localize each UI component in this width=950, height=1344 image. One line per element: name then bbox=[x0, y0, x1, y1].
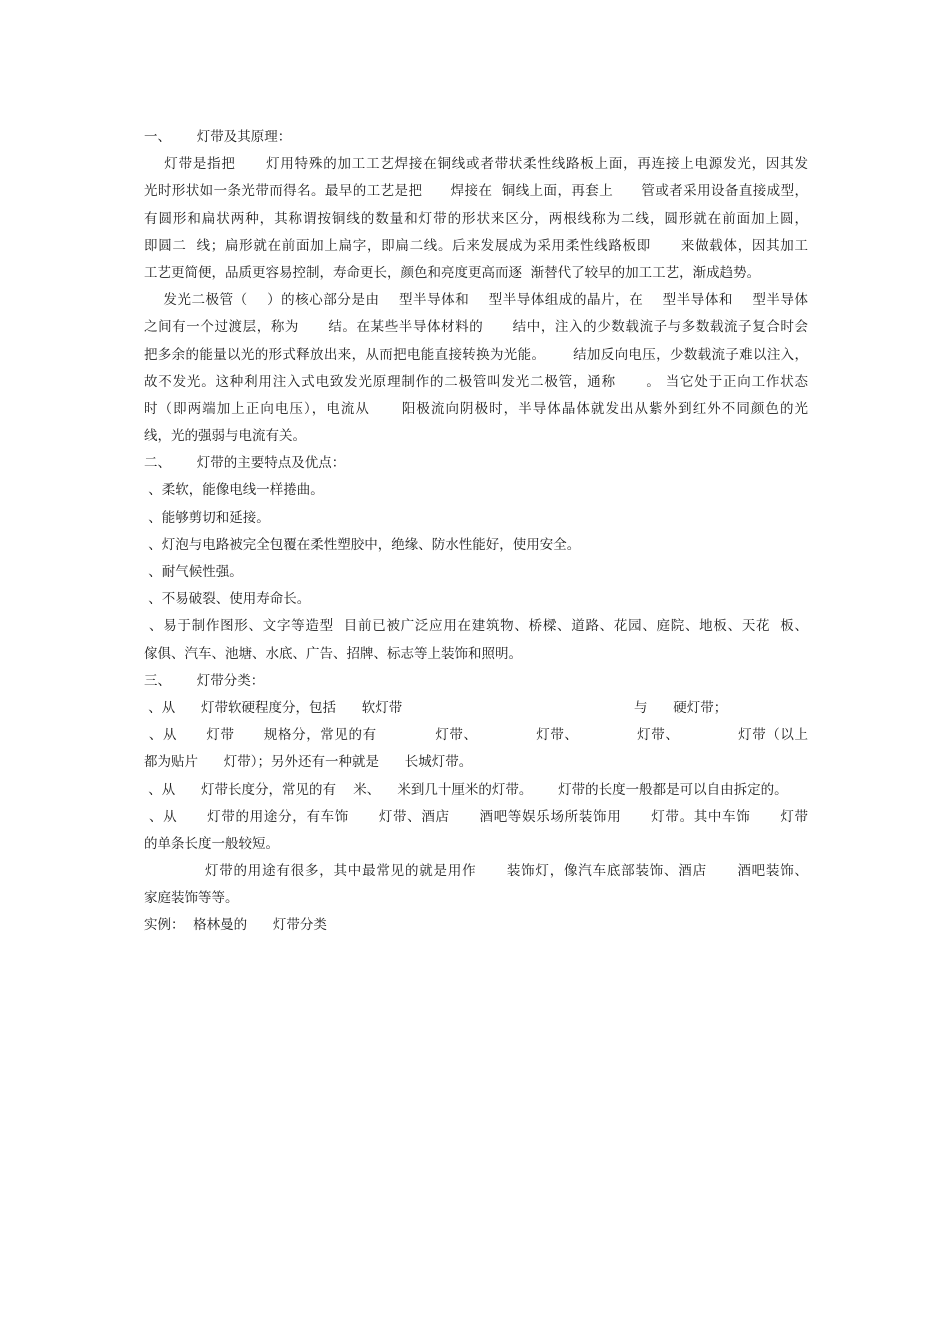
list-item-continuation: 的单条长度一般较短。 bbox=[144, 835, 279, 852]
paragraph-line: 工艺更简便，品质更容易控制，寿命更长，颜色和亮度更高而逐 渐替代了较早的加工工艺，渐成趋势。 bbox=[144, 264, 761, 281]
list-item: 、灯泡与电路被完全包覆在柔性塑胶中，绝缘、防水性能好，使用安全。 bbox=[144, 536, 581, 553]
section-heading-3: 三、 灯带分类： bbox=[144, 672, 265, 689]
paragraph-line: 即圆二 线；扁形就在前面加上扁字，即扁二线。后来发展成为采用柔性线路板即 来做载体，因其加工 bbox=[144, 237, 808, 254]
paragraph-line: 灯带的用途有很多，其中最常见的就是用作 装饰灯，像汽车底部装饰、酒店 酒吧装饰、 bbox=[144, 863, 808, 880]
list-item: 、易于制作图形、文字等造型 目前已被广泛应用在建筑物、桥樑、道路、花园、庭院、地板、天花 板、 bbox=[144, 618, 808, 635]
paragraph-line: 之间有一个过渡层，称为 结。在某些半导体材料的 结中，注入的少数载流子与多数载流子复合时会 bbox=[144, 319, 808, 336]
paragraph-line: 把多余的能量以光的形式释放出来，从而把电能直接转换为光能。 结加反向电压，少数载流子难以注入， bbox=[144, 346, 808, 363]
document-body bbox=[144, 124, 808, 940]
list-item: 、从 灯带软硬程度分，包括 软灯带 与 硬灯带； bbox=[144, 699, 728, 716]
paragraph-line: 时（即两端加上正向电压），电流从 阳极流向阴极时，半导体晶体就发出从紫外到红外不同颜色的光 bbox=[144, 400, 808, 417]
list-item: 、柔软，能像电线一样捲曲。 bbox=[144, 482, 324, 499]
section-heading-1: 一、 灯带及其原理： bbox=[144, 129, 292, 145]
list-item: 、不易破裂、使用寿命长。 bbox=[144, 591, 311, 608]
paragraph-line: 家庭装饰等等。 bbox=[144, 890, 239, 907]
list-item: 、从 灯带 规格分，常见的有 灯带、 灯带、 灯带、 灯带（以上 bbox=[144, 727, 808, 744]
paragraph-line: 光时形状如一条光带而得名。最早的工艺是把 焊接在 铜线上面，再套上 管或者采用设备直接成型， bbox=[144, 183, 808, 200]
example-line: 实例： 格林曼的 灯带分类 bbox=[144, 917, 327, 934]
paragraph-line: 灯带是指把 灯用特殊的加工工艺焊接在铜线或者带状柔性线路板上面，再连接上电源发光，因其发 bbox=[144, 156, 808, 173]
paragraph-line: 故不发光。这种利用注入式电致发光原理制作的二极管叫发光二极管，通称 。 当它处于正向工作状态 bbox=[144, 373, 808, 390]
list-item: 、耐气候性强。 bbox=[144, 564, 243, 580]
paragraph-line: 有圆形和扁状两种，其称谓按铜线的数量和灯带的形状来区分，两根线称为二线，圆形就在前面加上圆， bbox=[144, 210, 808, 227]
list-item-continuation: 都为贴片 灯带）；另外还有一种就是 长城灯带。 bbox=[144, 754, 473, 771]
list-item: 、从 灯带的用途分，有车饰 灯带、酒店 酒吧等娱乐场所装饰用 灯带。其中车饰 灯带 bbox=[144, 808, 808, 825]
paragraph-line: 发光二极管（ ）的核心部分是由 型半导体和 型半导体组成的晶片，在 型半导体和 型半导体 bbox=[144, 292, 808, 309]
list-item: 、能够剪切和延接。 bbox=[144, 509, 270, 526]
section-heading-2: 二、 灯带的主要特点及优点： bbox=[144, 455, 346, 472]
list-item-continuation: 傢俱、汽车、池塘、水底、广告、招牌、标志等上装饰和照明。 bbox=[144, 645, 522, 662]
list-item: 、从 灯带长度分，常见的有 米、 米到几十厘米的灯带。 灯带的长度一般都是可以自由拆定的。 bbox=[144, 781, 788, 798]
paragraph-line: 线，光的强弱与电流有关。 bbox=[144, 428, 306, 445]
